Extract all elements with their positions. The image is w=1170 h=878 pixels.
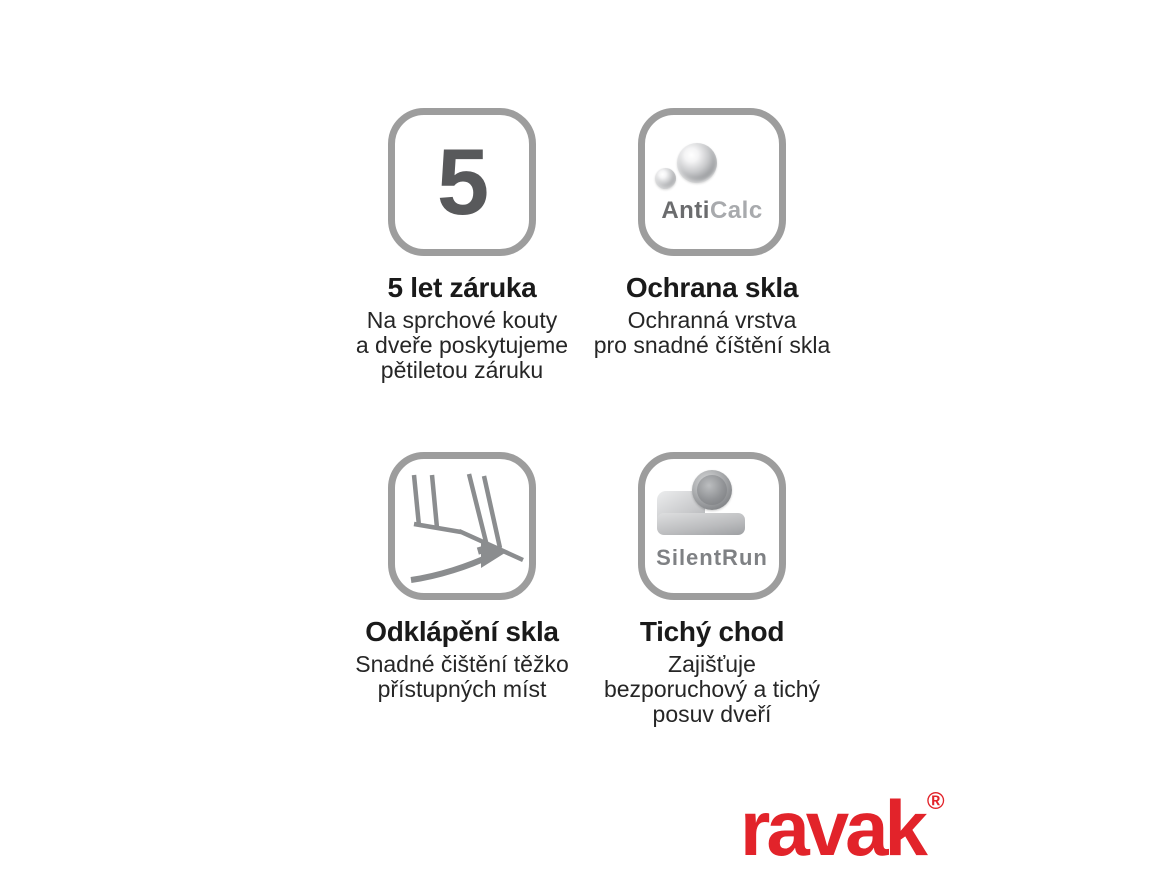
feature-silent-run xyxy=(562,452,862,727)
feature-title: Odklápění skla xyxy=(365,616,559,647)
roller-wheel xyxy=(692,470,732,510)
silentrun-wordmark: SilentRun xyxy=(656,545,768,570)
desc-line: Zajišťuje xyxy=(668,651,756,677)
tilting-glass-panel-icon xyxy=(388,452,536,600)
desc-line: Snadné čištění těžko xyxy=(355,651,569,677)
desc-line: posuv dveří xyxy=(652,701,772,727)
anticalc-droplets-icon xyxy=(638,108,786,256)
feature-description xyxy=(562,308,862,358)
ravak-logo-text: ravak xyxy=(740,784,924,872)
anticalc-anti-text: Anti xyxy=(661,197,710,224)
digit-5: 5 xyxy=(436,129,488,234)
feature-anticalc xyxy=(562,108,862,358)
roller-carriage-base xyxy=(657,513,745,535)
water-droplet-small xyxy=(655,168,676,189)
desc-line: a dveře poskytujeme xyxy=(355,332,569,358)
feature-title: Tichý chod xyxy=(639,616,785,647)
number-5-badge-icon xyxy=(388,108,536,256)
anticalc-calc-text: Calc xyxy=(709,197,763,224)
desc-line: bezporuchový a tichý xyxy=(603,676,821,702)
desc-line: Ochranná vrstva xyxy=(627,307,797,333)
registered-trademark-icon: ® xyxy=(926,788,945,815)
desc-line: pětiletou záruku xyxy=(380,357,544,383)
water-droplet-large xyxy=(677,143,717,183)
ravak-logo xyxy=(740,784,945,872)
feature-description xyxy=(562,652,862,727)
desc-line: Na sprchové kouty xyxy=(366,307,558,333)
tilting-glass-drawing xyxy=(395,459,529,593)
feature-title: 5 let záruka xyxy=(387,272,537,303)
feature-title: Ochrana skla xyxy=(625,272,799,303)
anticalc-wordmark xyxy=(645,197,779,225)
desc-line: pro snadné číštění skla xyxy=(593,332,831,358)
roller-wheel-core xyxy=(697,475,727,505)
desc-line: přístupných míst xyxy=(377,676,547,702)
silentrun-roller-icon xyxy=(638,452,786,600)
